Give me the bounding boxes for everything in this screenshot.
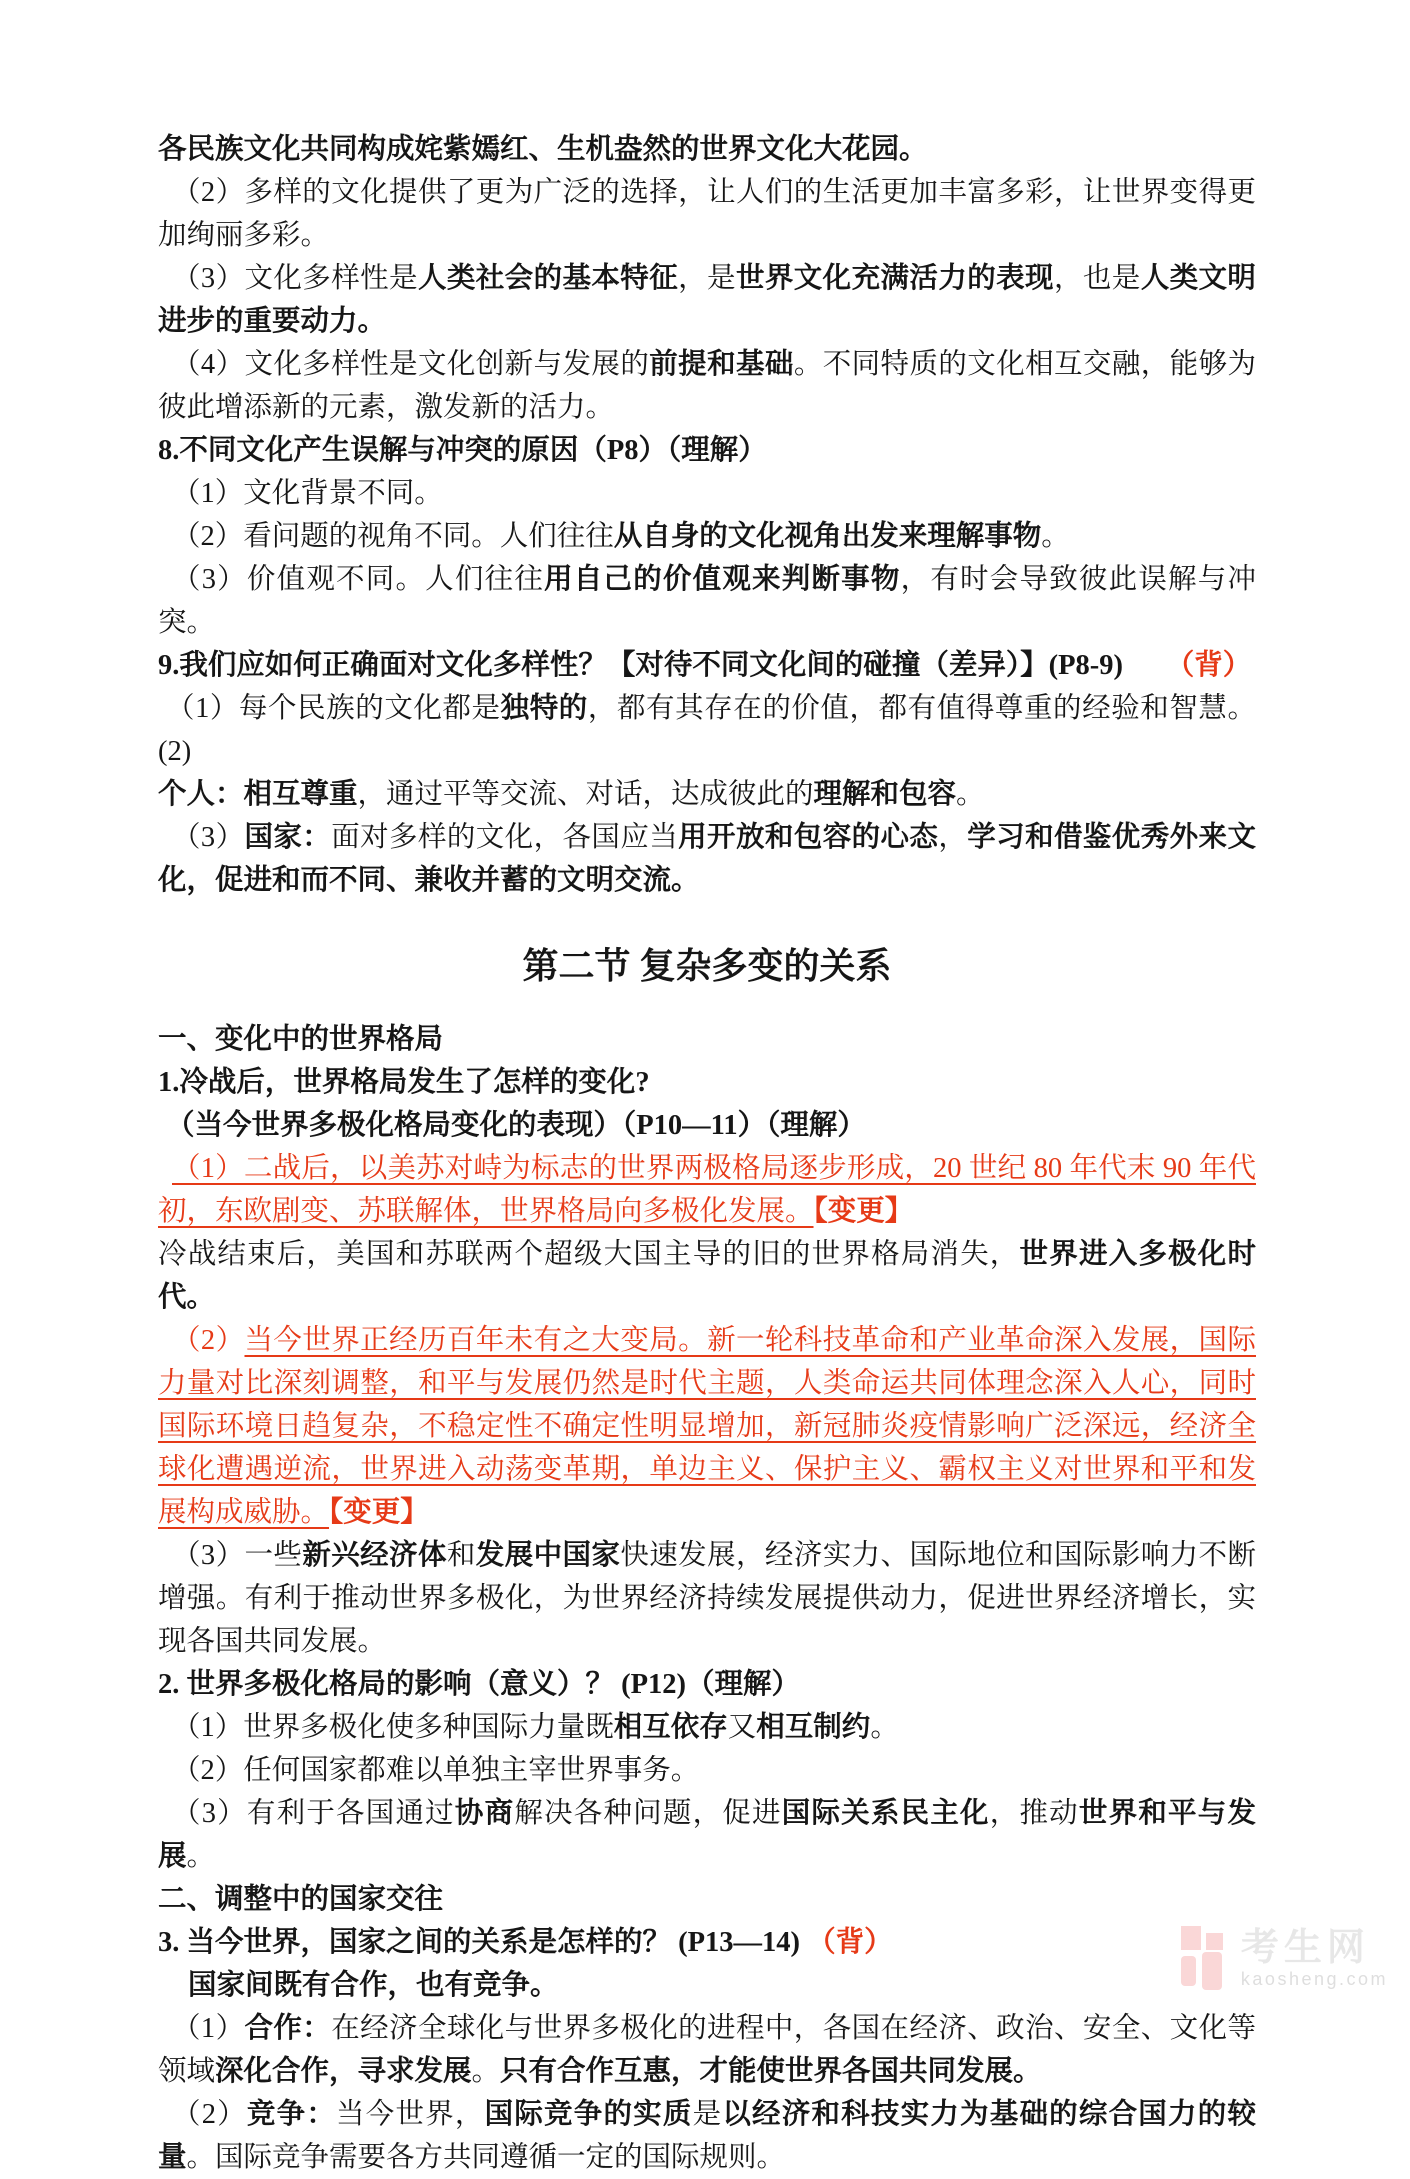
- text-segment: 新兴经济体: [302, 1540, 447, 1571]
- text-segment: （2）看问题的视角不同。人们往往: [172, 521, 614, 552]
- text-segment: 独特的: [500, 693, 588, 724]
- text-segment: 【变更】: [813, 1196, 914, 1227]
- text-segment: 相互制约: [756, 1712, 871, 1743]
- text-segment: 从自身的文化视角出发来理解事物: [613, 521, 1042, 552]
- watermark-brand: 考生网: [1240, 1927, 1370, 1969]
- text-segment: 【变更】: [329, 1497, 429, 1528]
- text-segment: （1）每个民族的文化都是: [166, 693, 501, 724]
- text-segment: [1123, 650, 1180, 681]
- question-3: [158, 1921, 1256, 1964]
- text-segment: 和: [446, 1540, 476, 1571]
- text-segment: 用自己的价值观来判断事物: [544, 564, 901, 595]
- point-2-3: [158, 1792, 1256, 1878]
- text-segment: 一、变化中的世界格局: [158, 1024, 444, 1055]
- point-1-2: [158, 1319, 1256, 1534]
- text-segment: 人类文明进步的重要动力。: [158, 263, 1256, 337]
- text-segment: 面对多样的文化，各国应当: [331, 822, 679, 853]
- text-segment: 前提和基础: [649, 349, 794, 380]
- question-2: [158, 1663, 1256, 1706]
- question-1: [158, 1061, 1256, 1104]
- point-8-2: [158, 515, 1256, 558]
- text-segment: 快速发展，经济实力、国际地位和国际影响力不断增强。有利于推动世界多极化，为世界经济持续发展提供动力，促进世界经济增长，实现各国共同发展。: [158, 1540, 1256, 1657]
- text-segment: 人类社会的基本特征: [417, 263, 679, 294]
- point-7-3: [158, 257, 1256, 343]
- text-segment: （3）文化多样性是: [172, 263, 418, 294]
- text-segment: 解决各种问题，促进: [514, 1798, 782, 1829]
- text-segment: 3. 当今世界，国家之间的关系是怎样的？ (P13—14): [158, 1927, 808, 1958]
- text-segment: ，也是: [1053, 263, 1141, 294]
- point-3-intro: [158, 1964, 1256, 2007]
- text-segment: 深化合作，寻求发展: [215, 2056, 472, 2087]
- text-segment: （2）: [172, 1325, 245, 1356]
- text-segment: 1.冷战后，世界格局发生了怎样的变化?: [158, 1067, 650, 1098]
- text-segment: 当今世界，: [336, 2099, 485, 2130]
- text-segment: 世界进入多极化时代。: [158, 1239, 1256, 1313]
- text-segment: （1）: [172, 2013, 245, 2044]
- text-segment: （2）多样的文化提供了更为广泛的选择，让人们的生活更加丰富多彩，让世界变得更加绚丽多彩。: [158, 177, 1256, 251]
- point-8-3: [158, 558, 1256, 644]
- text-segment: 国家间既有合作，也有竞争。: [188, 1970, 559, 2001]
- text-segment: （3）一些: [172, 1540, 303, 1571]
- text-segment: 用开放和包容的心态: [678, 822, 939, 853]
- point-2-2: [158, 1749, 1256, 1792]
- text-segment: 理解和包容: [813, 779, 957, 810]
- text-segment: 9.我们应如何正确面对文化多样性？【对待不同文化间的碰撞（差异）】(P8-9): [158, 650, 1124, 681]
- point-9-1: [158, 687, 1256, 773]
- subsection-1: [158, 1018, 1256, 1061]
- text-segment: 发展中国家: [475, 1540, 621, 1571]
- text-segment: （3）价值观不同。人们往往: [172, 564, 545, 595]
- text-segment: 。国际竞争需要各方共同遵循一定的国际规则。: [186, 2142, 786, 2173]
- text-segment: 。: [1041, 521, 1070, 552]
- document-body: [158, 128, 1256, 2179]
- text-segment: ，是: [678, 263, 736, 294]
- text-segment: （3）有利于各国通过: [172, 1798, 455, 1829]
- text-segment: （3）: [172, 822, 245, 853]
- question-1-note: [158, 1104, 1256, 1147]
- text-segment: ，有时会导致彼此误解与冲突。: [158, 564, 1256, 638]
- subsection-2: [158, 1878, 1256, 1921]
- point-9-2: [158, 773, 1256, 816]
- text-segment: ，推动: [989, 1798, 1079, 1829]
- text-segment: 当今世界正经历百年未有之大变局。新一轮科技革命和产业革命深入发展，国际力量对比深刻调整，和平与发展仍然是时代主题，人类命运共同体理念深入人心，同时国际环境日趋复杂，不稳定性不确定性明显增加，新冠肺炎疫情影响广泛深远，经济全球化遭遇逆流，世界进入动荡变革期，单边主义、保护主义、霸权主义对世界和平和发展构成威胁。: [158, 1325, 1256, 1528]
- question-9: [158, 644, 1256, 687]
- text-segment: 以经济和科技实力为基础的综合国力的较量: [158, 2099, 1256, 2173]
- text-segment: 世界文化充满活力的表现: [735, 263, 1054, 294]
- text-segment: 个人：相互尊重: [158, 779, 358, 810]
- text-segment: （1）文化背景不同。: [172, 478, 443, 509]
- text-segment: （2）: [172, 2099, 247, 2130]
- text-segment: 第二节 复杂多变的关系: [522, 946, 892, 986]
- point-1-1: [158, 1147, 1256, 1233]
- text-segment: （2）任何国家都难以单独主宰世界事务。: [172, 1755, 700, 1786]
- kaosheng-logo-icon: [1181, 1926, 1229, 1990]
- text-segment: 只有合作互惠，才能使世界各国共同发展。: [500, 2056, 1042, 2087]
- point-1-1b: [158, 1233, 1256, 1319]
- text-segment: 各民族文化共同构成姹紫嫣红、生机盎然的世界文化大花园。: [158, 134, 928, 165]
- text-segment: 在经济全球化与世界多极化的进程中，各国在经济、政治、安全、文化等领域: [158, 2013, 1256, 2087]
- text-segment: 又: [727, 1712, 757, 1743]
- text-segment: 国际关系民主化: [781, 1798, 990, 1829]
- text-segment: 二、调整中的国家交往: [158, 1884, 444, 1915]
- point-7-2: [158, 171, 1256, 257]
- watermark-text: [1241, 1928, 1388, 1990]
- text-segment: 国家：: [244, 822, 332, 853]
- logo-block: [1206, 1933, 1223, 1950]
- watermark: [1181, 1926, 1388, 1990]
- point-3-2: [158, 2093, 1256, 2179]
- text-segment: 相互依存: [613, 1712, 728, 1743]
- text-segment: （1）二战后，以美苏对峙为标志的世界两极格局逐步形成，20 世纪 80 年代末 90 年代初，东欧剧变、苏联解体，世界格局向多极化发展。: [158, 1153, 1256, 1227]
- section-title: [158, 940, 1256, 992]
- text-segment: ，都有其存在的价值，都有值得尊重的经验和智慧。(2): [158, 693, 1256, 767]
- point-3-1: [158, 2007, 1256, 2093]
- logo-block: [1181, 1956, 1196, 1986]
- text-segment: 2. 世界多极化格局的影响（意义）？ (P12)（理解）: [158, 1669, 801, 1700]
- question-8: [158, 429, 1256, 472]
- para-culture-garden: [158, 128, 1256, 171]
- text-segment: 8.不同文化产生误解与冲突的原因（P8）（理解）: [158, 435, 767, 466]
- point-2-1: [158, 1706, 1256, 1749]
- text-segment: ，通过平等交流、对话，达成彼此的: [357, 779, 814, 810]
- text-segment: 学习和借鉴优秀外来文化，促进和而不同、兼收并蓄的文明交流。: [158, 822, 1256, 896]
- text-segment: 协商: [454, 1798, 515, 1829]
- text-segment: （4）文化多样性是文化创新与发展的: [172, 349, 650, 380]
- text-segment: 合作：: [244, 2013, 332, 2044]
- text-segment: （背）: [1180, 650, 1252, 681]
- text-segment: ，: [938, 822, 968, 853]
- point-9-3: [158, 816, 1256, 902]
- logo-block: [1181, 1926, 1201, 1950]
- text-segment: 。: [186, 1841, 216, 1872]
- text-segment: 。: [471, 2056, 501, 2087]
- text-segment: （背）: [807, 1927, 893, 1958]
- watermark-domain: kaosheng.com: [1240, 1969, 1388, 1989]
- text-segment: 。: [956, 779, 985, 810]
- text-segment: （当今世界多极化格局变化的表现）（P10—11）（理解）: [166, 1110, 866, 1141]
- text-segment: 。不同特质的文化相互交融，能够为彼此增添新的元素，激发新的活力。: [158, 349, 1256, 423]
- logo-block: [1202, 1952, 1222, 1990]
- text-segment: 世界和平与发展: [158, 1798, 1256, 1872]
- point-8-1: [158, 472, 1256, 515]
- text-segment: 冷战结束后，美国和苏联两个超级大国主导的旧的世界格局消失，: [158, 1239, 1020, 1270]
- text-segment: 国际竞争的实质: [484, 2099, 693, 2130]
- text-segment: 。: [870, 1712, 899, 1743]
- text-segment: 是: [692, 2099, 723, 2130]
- point-1-3: [158, 1534, 1256, 1663]
- point-7-4: [158, 343, 1256, 429]
- text-segment: （1）世界多极化使多种国际力量既: [172, 1712, 614, 1743]
- text-segment: 竞争：: [246, 2099, 337, 2130]
